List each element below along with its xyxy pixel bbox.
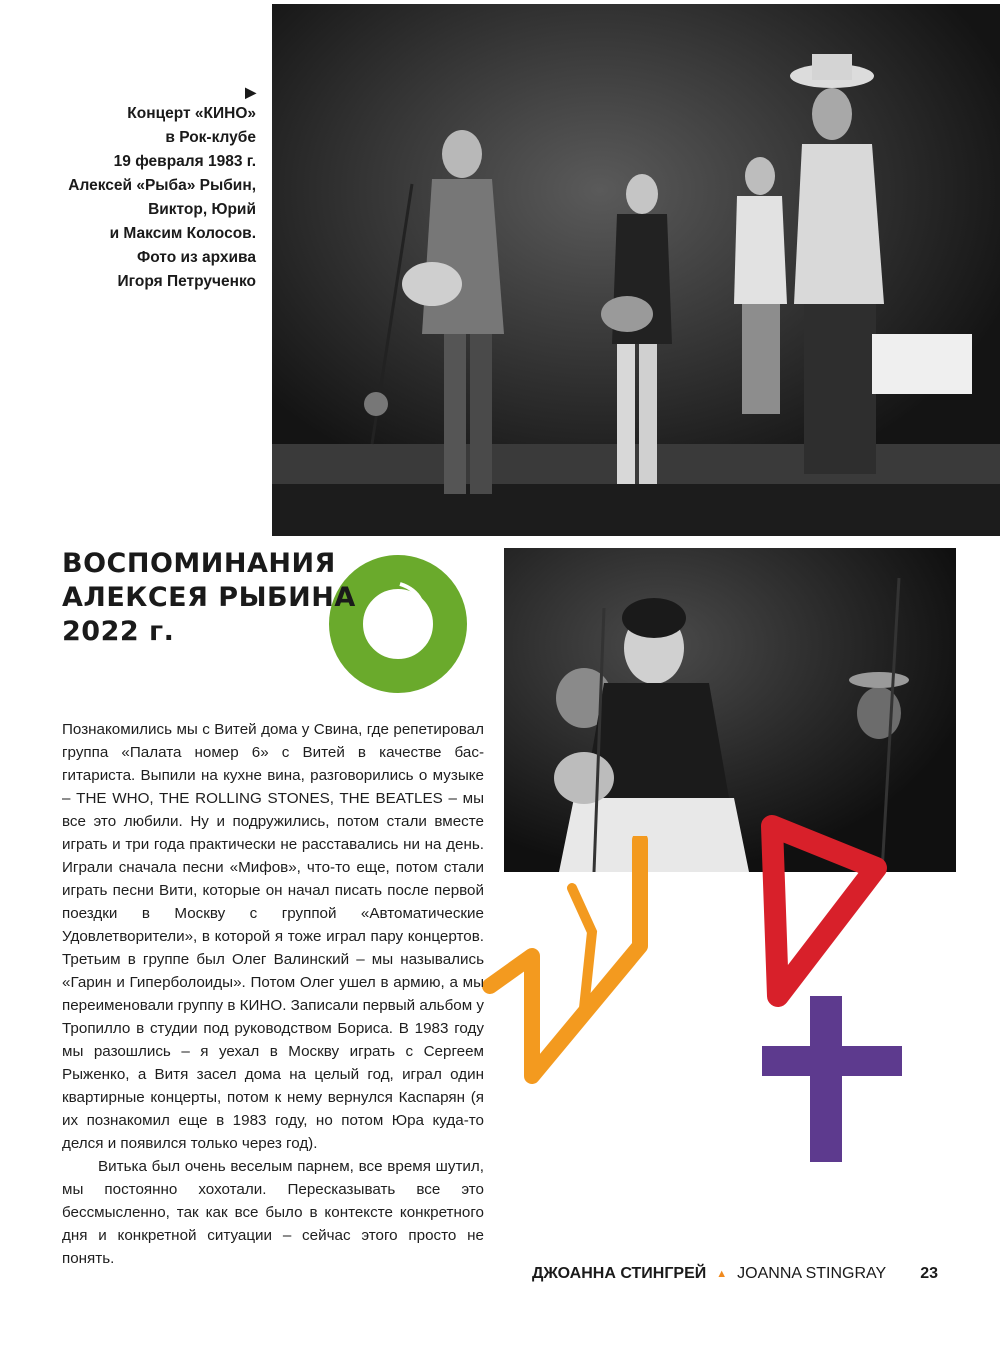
caption-line: Алексей «Рыба» Рыбин, [68,177,256,194]
triangle-right-icon: ▶ [245,84,256,100]
author-name-en: JOANNA STINGRAY [737,1265,887,1282]
article-body [62,718,484,1270]
headline-line: 2022 г. [62,616,175,647]
orange-brush-zigzag-decoration [472,836,662,1086]
photo-caption [36,84,256,294]
purple-brush-plus-decoration [758,990,908,1170]
caption-line: Фото из архива [137,249,256,266]
article-headline [62,547,356,649]
caption-line: Концерт «КИНО» [127,105,256,122]
body-paragraph: Витька был очень веселым парнем, все время шутил, мы постоянно хохотали. Пересказывать все это бессмысленно, так как все было в контексте конкретного дня и конкретной ситуации – сейчас этого просто не понять. [62,1158,484,1267]
concert-photo-top [272,4,1000,536]
caption-line: 19 февраля 1983 г. [113,153,256,170]
page-footer [532,1265,938,1283]
caption-line: Игоря Петрученко [117,273,256,290]
headline-line: ВОСПОМИНАНИЯ [62,548,336,579]
caption-line: и Максим Колосов. [109,225,256,242]
author-name-ru: ДЖОАННА СТИНГРЕЙ [531,1265,707,1282]
caption-line: в Рок-клубе [165,129,256,146]
page-number: 23 [920,1265,938,1282]
caption-line: Виктор, Юрий [148,201,256,218]
body-paragraph: Познакомились мы с Витей дома у Свина, где репетировал группа «Палата номер 6» с Витей в качестве бас-гитариста. Выпили на кухне вина, разговорились о музыке – THE WHO, THE ROLLING STONES, THE BEATLES – мы все это любили. Ну и подружились, потом стали вместе играть и три года практически не расставались ни на день. Играли сначала песни «Мифов», что-то еще, потом стали играть песни Вити, которые он начал писать после первой поездки в Москву с группой «Автоматические Удовлетворители», в которой я тоже играл пару концертов. Третьим в группе был Олег Валинский – мы назывались «Гарин и Гиперболоиды». Потом Олег ушел в армию, а мы переименовали группу в КИНО. Записали первый альбом у Тропилло в студии под руководством Бориса. В 1983 году мы разошлись – я уехал в Москву играть с Сергеем Рыженко, а Витя засел дома на целый год, играл один квартирные концерты, потом к нему вернулся Каспарян (я их познакомил еще в 1983 году, но потом Юра куда-то делся и появился только через год). [62,721,484,1152]
concert-photo-middle [504,548,956,872]
triangle-up-icon: ▲ [716,1268,728,1280]
headline-line: АЛЕКСЕЯ РЫБИНА [62,582,356,613]
